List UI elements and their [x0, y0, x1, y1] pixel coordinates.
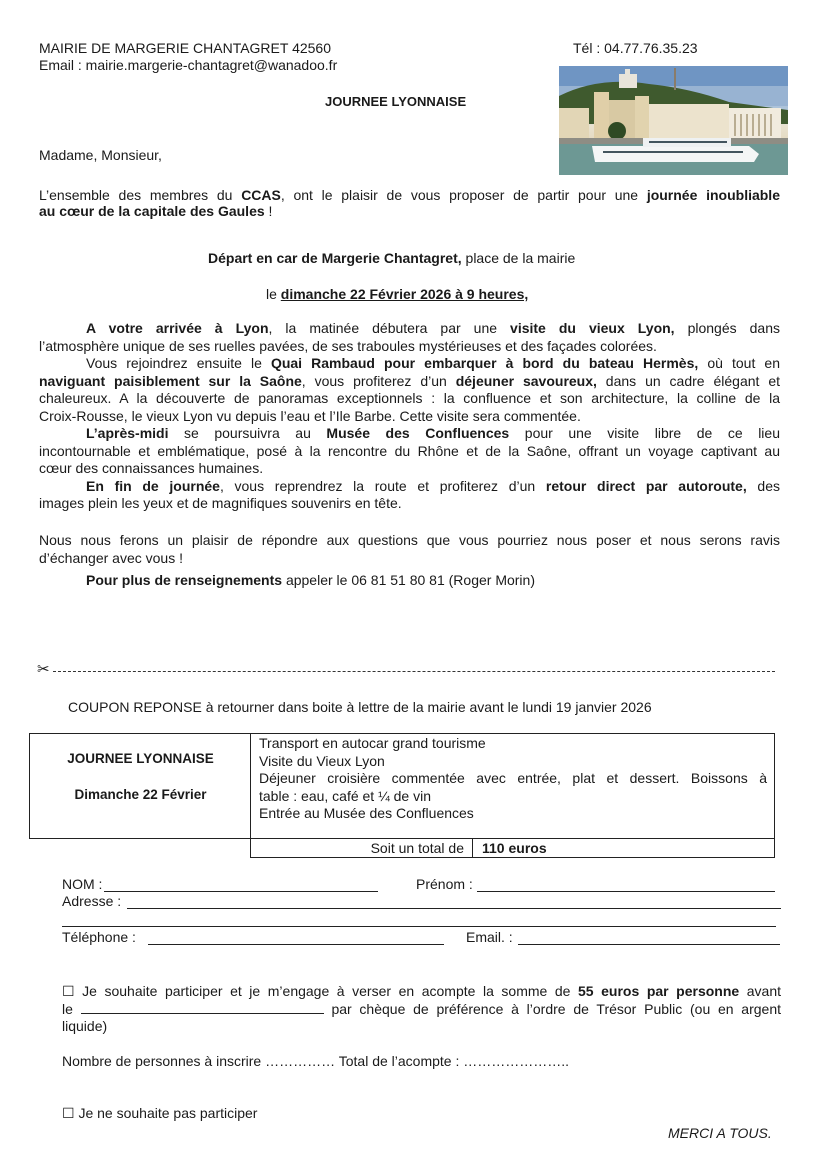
deposit-total-field[interactable]: ………………….. [463, 1053, 570, 1069]
nom-label: NOM : [62, 876, 103, 892]
included-item: Transport en autocar grand tourisme [259, 735, 486, 751]
coupon-event-cell [29, 733, 251, 839]
program-description: A votre arrivée à Lyon, la matinée débutera par une visite du vieux Lyon, plongés dans l’atmosphère unique de ses ruelles pavées, de ses traboules mystérieuses et des façades colorées. Vous rejoindrez ensuite le Quai Rambaud pour embarquer à bord du bateau Hermès, où tout en naviguant paisiblement sur la Saône, vous profiterez d’un déjeuner savoureux, dans un cadre élégant et chaleureux. A la découverte de panoramas exceptionnels : la confluence et son architecture, la colline de la Croix-Rousse, le vieux Lyon vu depuis l’eau et l’Ile Barbe. Cette visite sera commentée. L’après-midi se poursuivra au Musée des Confluences pour une visite libre de ce lieu incontournable et emblématique, posé à la rencontre du Rhône et de la Saône, offrant un voyage captivant au cœur des connaissances humaines. En fin de journée, vous reprendrez la route et profiterez d’un retour direct par autoroute, des images plein les yeux et de magnifiques souvenirs en tête. [39, 320, 781, 511]
lyon-riverside-illustration [559, 66, 788, 175]
participate-option: ☐ Je souhaite participer et je m’engage à verser en acompte la somme de 55 euros par personne avant le par chèque de préférence à l’ordre de Trésor Public (ou en argent liquide) [62, 983, 782, 1034]
included-item: Visite du Vieux Lyon [259, 752, 385, 769]
total-value: 110 euros [482, 840, 547, 856]
closing-paragraph: Nous nous ferons un plaisir de répondre aux questions que vous pourriez nous poser et nous serons ravis d’échanger avec vous ! [39, 532, 780, 566]
cruise-paragraph: Vous rejoindrez ensuite le Quai Rambaud pour embarquer à bord du bateau Hermès, où tout en [86, 355, 780, 371]
coupon-instruction: COUPON REPONSE à retourner dans boite à lettre de la mairie avant le lundi 19 janvier 2026 [68, 699, 652, 715]
persons-count-field[interactable]: …………… [265, 1053, 336, 1069]
decline-checkbox[interactable]: ☐ [62, 1105, 75, 1121]
adresse-field-line2[interactable] [62, 926, 776, 927]
email-label: Email. : [466, 929, 513, 945]
prenom-label: Prénom : [416, 876, 473, 892]
thanks-note: MERCI A TOUS. [668, 1125, 772, 1141]
nom-field[interactable] [104, 891, 378, 892]
telephone-label: Téléphone : [62, 929, 136, 945]
scissors-icon: ✂ [37, 661, 50, 678]
telephone-field[interactable] [148, 944, 444, 945]
count-line: Nombre de personnes à inscrire …………… Total de l’acompte : ………………….. [62, 1053, 570, 1069]
intro-paragraph: L’ensemble des membres du CCAS, ont le plaisir de vous proposer de partir pour une journée inoubliable au cœur de la capitale des Gaules ! [39, 187, 780, 219]
decline-option: ☐ Je ne souhaite pas participer [62, 1105, 258, 1121]
morning-paragraph: A votre arrivée à Lyon, la matinée débutera par une visite du vieux Lyon, plongés dans [86, 320, 780, 336]
contact-line: Pour plus de renseignements appeler le 06 81 51 80 81 (Roger Morin) [86, 572, 535, 588]
included-items-list [259, 735, 767, 823]
adresse-field[interactable] [127, 908, 781, 909]
greeting: Madame, Monsieur, [39, 147, 162, 163]
total-label: Soit un total de [370, 840, 464, 856]
mairie-name: MAIRIE DE MARGERIE CHANTAGRET 42560 [39, 40, 331, 56]
coupon-included-cell [250, 733, 775, 839]
email-field[interactable] [518, 944, 780, 945]
coupon-event-title: JOURNEE LYONNAISE [67, 751, 214, 766]
deposit-date-field[interactable] [81, 1013, 324, 1014]
mairie-email: Email : mairie.margerie-chantagret@wanadoo.fr [39, 57, 338, 73]
evening-paragraph: En fin de journée, vous reprendrez la route et profiterez d’un retour direct par autoroute, des [86, 477, 781, 494]
participate-checkbox[interactable]: ☐ [62, 983, 75, 999]
included-item: table : eau, café et ¼ de vin [259, 787, 432, 804]
lyon-photo [559, 66, 788, 175]
afternoon-paragraph: L’après-midi se poursuivra au Musée des Confluences pour une visite libre de ce lieu [86, 425, 780, 441]
cut-line [37, 662, 775, 678]
prenom-field[interactable] [477, 891, 775, 892]
departure-place: Départ en car de Margerie Chantagret, place de la mairie [208, 250, 576, 266]
total-label-cell [250, 838, 472, 858]
included-item: Entrée au Musée des Confluences [259, 805, 474, 821]
morning-paragraph-cont: l’atmosphère unique de ses ruelles pavées, de ses traboules mystérieuses et des façades colorées. [39, 337, 657, 354]
document-title: JOURNEE LYONNAISE [325, 94, 467, 109]
total-value-cell [472, 838, 775, 858]
dashed-divider [53, 671, 775, 672]
included-item: Déjeuner croisière commentée avec entrée, plat et dessert. Boissons à [259, 770, 767, 786]
coupon-event-date: Dimanche 22 Février [74, 787, 207, 802]
mairie-phone: Tél : 04.77.76.35.23 [573, 40, 698, 56]
adresse-label: Adresse : [62, 893, 122, 909]
coupon-table [29, 733, 774, 858]
departure-date: le dimanche 22 Février 2026 à 9 heures, [266, 286, 529, 302]
